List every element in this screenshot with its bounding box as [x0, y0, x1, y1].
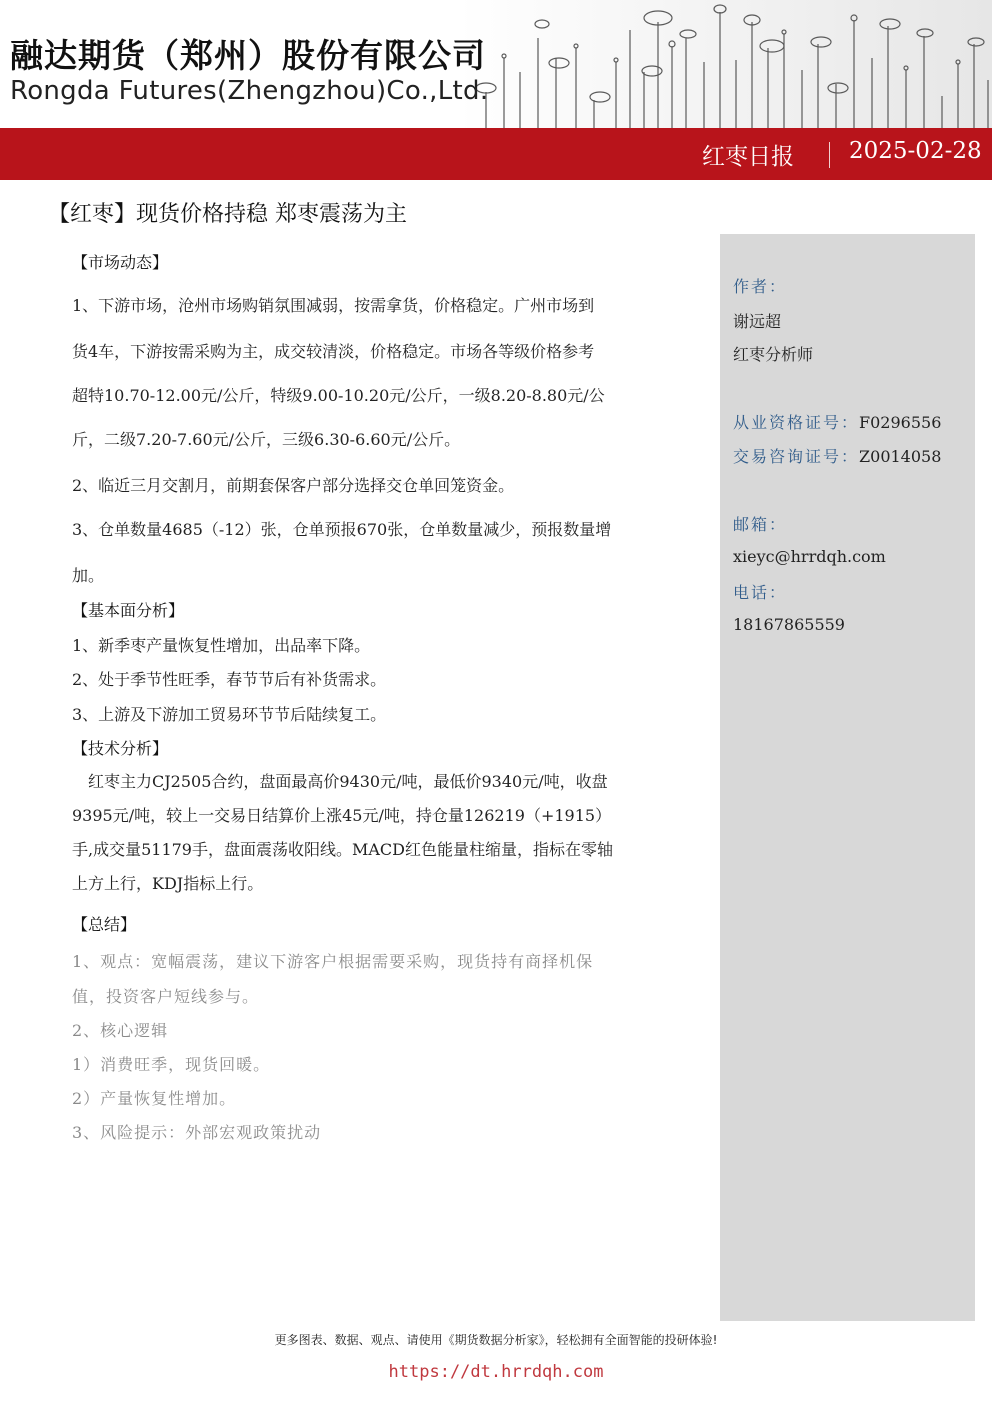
market-line: 1、下游市场，沧州市场购销氛围减弱，按需拿货，价格稳定。广州市场到 [72, 296, 595, 315]
technical-line: 手,成交量51179手，盘面震荡收阳线。MACD红色能量柱缩量，指标在零轴 [72, 840, 613, 859]
technical-line: 红枣主力CJ2505合约，盘面最高价9430元/吨，最低价9340元/吨，收盘 [72, 772, 608, 791]
report-title: 【红枣】现货价格持稳 郑枣震荡为主 [48, 202, 407, 227]
company-name-cn: 融达期货（郑州）股份有限公司 [10, 36, 486, 75]
section-heading-technical: 【技术分析】 [72, 739, 169, 758]
page-header [0, 0, 992, 128]
section-heading-market: 【市场动态】 [72, 253, 169, 272]
company-name-en: Rongda Futures(Zhengzhou)Co.,Ltd. [10, 76, 489, 106]
footer-note: 更多图表、数据、观点、请使用《期货数据分析家》，轻松拥有全面智能的投研体验! [274, 1333, 718, 1347]
license-number [733, 410, 941, 433]
fundamental-line: 1、新季枣产量恢复性增加，出品率下降。 [72, 636, 371, 655]
section-heading-fundamental: 【基本面分析】 [72, 601, 185, 620]
report-type: 红枣日报 [702, 144, 794, 170]
summary-line: 1、观点：宽幅震荡，建议下游客户根据需要采购，现货持有商择机保 [72, 952, 594, 971]
banner-divider [829, 142, 830, 168]
summary-line: 2、核心逻辑 [72, 1021, 169, 1040]
technical-line: 9395元/吨，较上一交易日结算价上涨45元/吨，持仓量126219（+1915） [72, 806, 612, 825]
phone-label: 电话： [733, 583, 788, 602]
technical-line: 上方上行，KDJ指标上行。 [72, 874, 264, 893]
market-line: 货4车，下游按需采购为主，成交较清淡，价格稳定。市场各等级价格参考 [72, 342, 595, 361]
author-name: 谢远超 [733, 312, 782, 331]
market-line: 2、临近三月交割月，前期套保客户部分选择交仓单回笼资金。 [72, 476, 515, 495]
section-heading-summary: 【总结】 [72, 915, 137, 934]
phone-value: 18167865559 [733, 615, 845, 634]
license-value: F0296556 [859, 413, 942, 432]
summary-line: 3、风险提示：外部宏观政策扰动 [72, 1123, 322, 1142]
author-label: 作者： [733, 277, 788, 296]
author-sidebar [720, 234, 975, 1321]
consult-number [733, 444, 941, 467]
market-line: 超特10.70-12.00元/公斤，特级9.00-10.20元/公斤，一级8.20-8.80元/公 [72, 386, 605, 405]
summary-line: 2）产量恢复性增加。 [72, 1089, 237, 1108]
email-label: 邮箱： [733, 515, 788, 534]
market-line: 斤，二级7.20-7.60元/公斤，三级6.30-6.60元/公斤。 [72, 430, 461, 449]
license-label: 从业资格证号： [733, 413, 860, 432]
summary-line: 1）消费旺季，现货回暖。 [72, 1055, 271, 1074]
report-banner [0, 128, 992, 180]
email-value[interactable]: xieyc@hrrdqh.com [733, 547, 886, 566]
summary-line: 值，投资客户短线参与。 [72, 987, 260, 1006]
report-date: 2025-02-28 [849, 138, 982, 164]
fundamental-line: 3、上游及下游加工贸易环节节后陆续复工。 [72, 705, 387, 724]
footer-link[interactable]: https://dt.hrrdqh.com [388, 1362, 604, 1382]
market-line: 3、仓单数量4685（-12）张，仓单预报670张，仓单数量减少，预报数量增 [72, 520, 612, 539]
market-line: 加。 [72, 566, 105, 585]
author-title: 红枣分析师 [733, 345, 814, 364]
consult-value: Z0014058 [859, 447, 942, 466]
decorative-lines-graphic [458, 0, 992, 128]
fundamental-line: 2、处于季节性旺季，春节节后有补货需求。 [72, 670, 387, 689]
consult-label: 交易咨询证号： [733, 447, 860, 466]
